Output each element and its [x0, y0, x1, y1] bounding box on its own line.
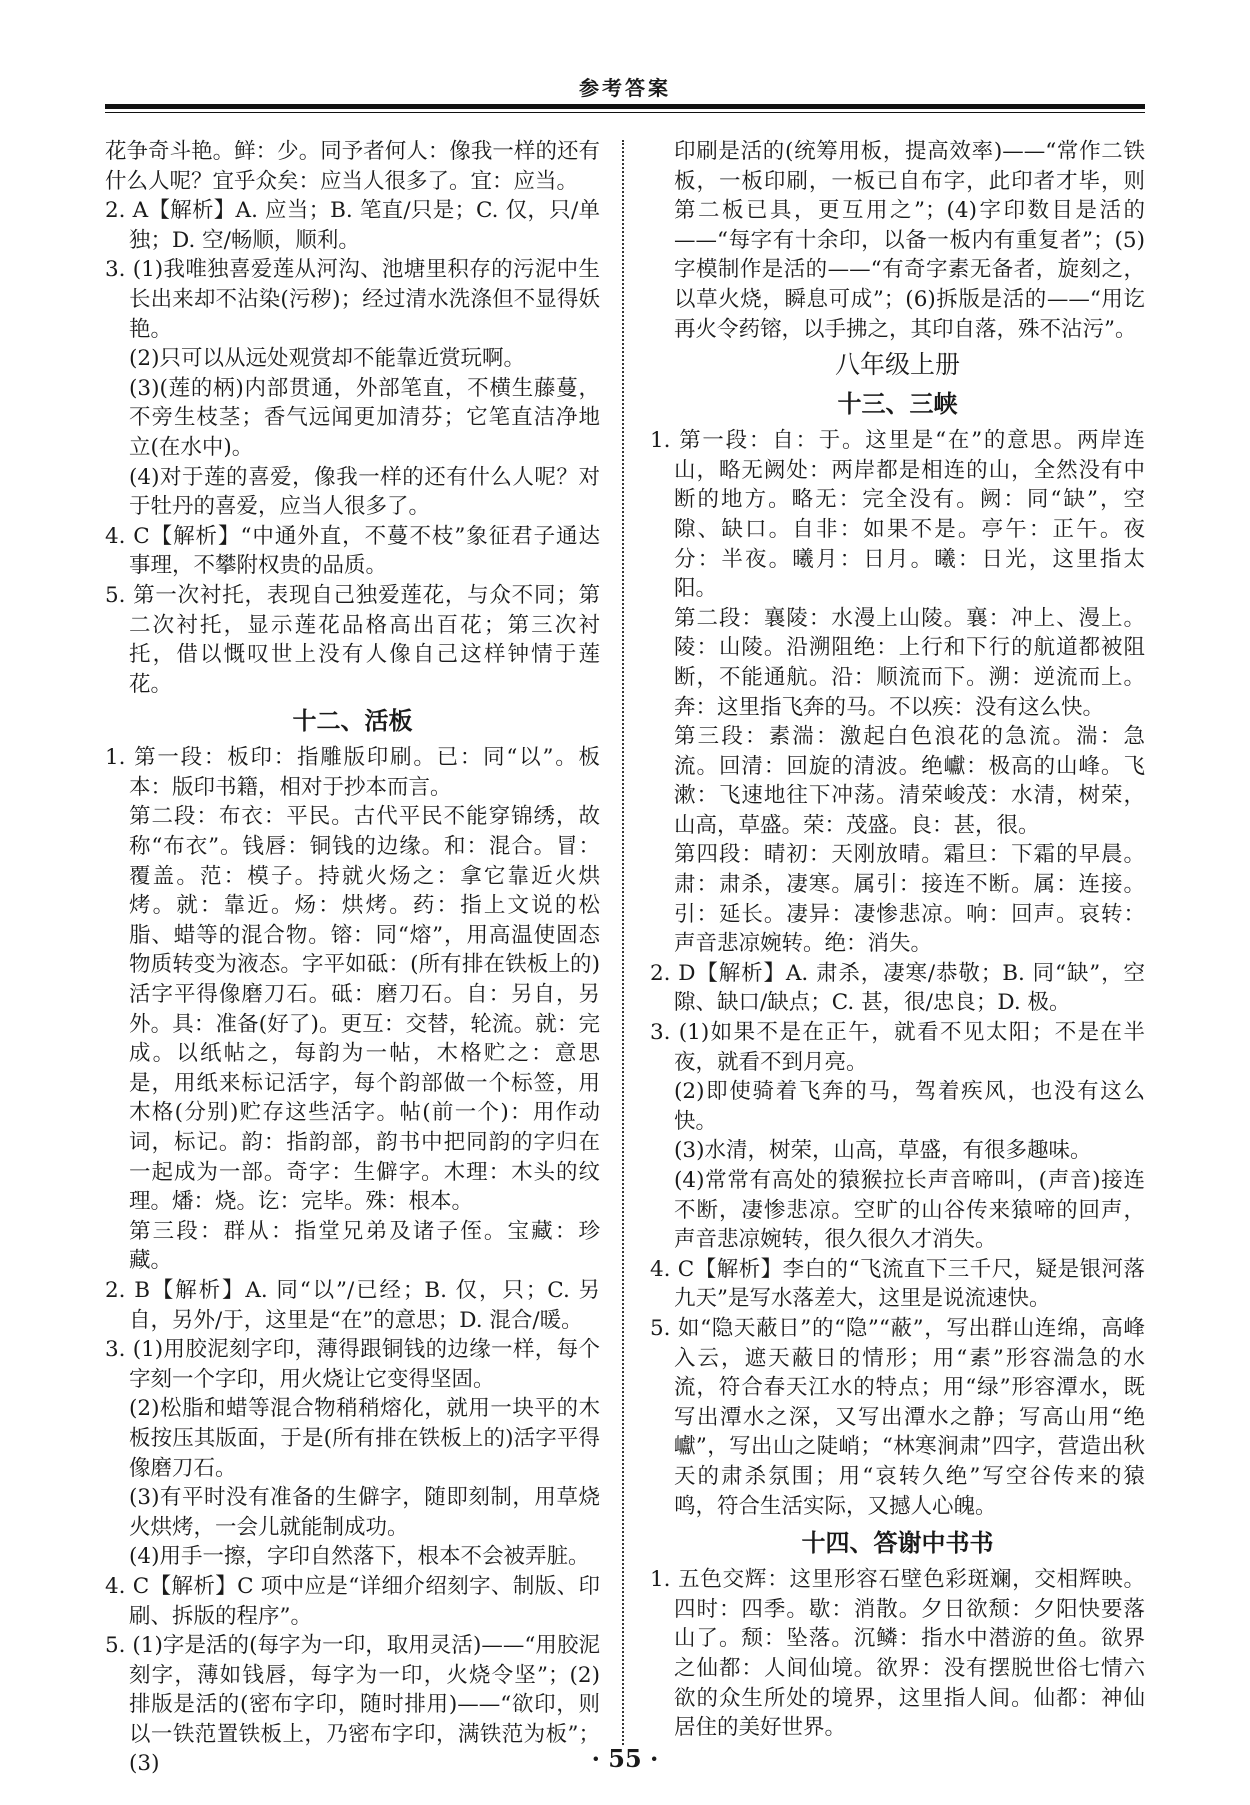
answer-subitem: (4)用手一擦，字印自然落下，根本不会被弄脏。: [129, 1544, 590, 1570]
answer-subitem: 第二段：襄陵：水漫上山陵。襄：冲上、漫上。陵：山陵。沿溯阻绝：上行和下行的航道都被阻断，不能通航。沿：顺流而下。溯：逆流而上。奔：这里指飞奔的马。不以疾：没有这么快。: [674, 605, 1145, 720]
section-title: 十四、答谢中书书: [801, 1529, 994, 1558]
section-title: 十二、活板: [292, 707, 413, 736]
answer-subitem: (2)松脂和蜡等混合物稍稍熔化，就用一块平的木板按压其版面，于是(所有排在铁板上的)活字平得像磨刀石。: [129, 1396, 600, 1481]
page-number: · 55 ·: [591, 1744, 659, 1773]
left-column: [105, 137, 600, 1779]
answer-item: 2. B【解析】A. 同“以”/已经；B. 仅，只；C. 另自，另外/于，这里是“在”的意思；D. 混合/暖。: [105, 1277, 600, 1333]
header-rule-thick: [105, 104, 1145, 109]
right-column: [650, 137, 1145, 1743]
answer-subitem: (3)水清，树荣，山高，草盛，有很多趣味。: [674, 1138, 1092, 1164]
answer-subitem: (4)常常有高处的猿猴拉长声音啼叫，(声音)接连不断，凄惨悲凉。空旷的山谷传来猿啼的回声，声音悲凉婉转，很久很久才消失。: [674, 1168, 1145, 1253]
answer-item: 4. C【解析】李白的“飞流直下三千尺，疑是银河落九天”是写水落差大，这里是说流速快。: [650, 1256, 1145, 1312]
header-rule-thin: [105, 112, 1145, 113]
column-divider: [622, 140, 624, 1745]
answer-item: 1. 五色交辉：这里形容石壁色彩斑斓，交相辉映。四时：四季。歇：消散。夕日欲颓：夕阳快要落山了。颓：坠落。沉鳞：指水中潜游的鱼。欲界之仙都：人间仙境。欲界：没有摆脱世俗七情六欲的众生所处的境界，这里指人间。仙都：神仙居住的美好世界。: [650, 1567, 1145, 1741]
answer-item: 5. 如“隐天蔽日”的“隐”“蔽”，写出群山连绵，高峰入云，遮天蔽日的情形；用“素”形容湍急的水流，符合春天江水的特点；用“绿”形容潭水，既写出潭水之深，又写出潭水之静；写高山用“绝巘”，写出山之陡峭；“林寒涧肃”四字，营造出秋天的肃杀氛围；用“哀转久绝”写空谷传来的猿鸣，符合生活实际，又撼人心魄。: [650, 1315, 1145, 1519]
answer-item: 5. 第一次衬托，表现自己独爱莲花，与众不同；第二次衬托，显示莲花品格高出百花；第三次衬托，借以慨叹世上没有人像自己这样钟情于莲花。: [105, 582, 600, 697]
grade-title: 八年级上册: [834, 350, 960, 380]
answer-subitem: 第二段：布衣：平民。古代平民不能穿锦绣，故称“布衣”。钱唇：铜钱的边缘。和：混合。冒：覆盖。范：模子。持就火炀之：拿它靠近火烘烤。就：靠近。炀：烘烤。药：指上文说的松脂、蜡等的混合物。镕：同“熔”，用高温使固态物质转变为液态。字平如砥：(所有排在铁板上的)活字平得像磨刀石。砥：磨刀石。自：另自，另外。具：准备(好了)。更互：交替，轮流。就：完成。以纸帖之，每韵为一帖，木格贮之：意思是，用纸来标记活字，每个韵部做一个标签，用木格(分别)贮存这些活字。帖(前一个)：用作动词，标记。韵：指韵部，韵书中把同韵的字归在一起成为一部。奇字：生僻字。木理：木头的纹理。燔：烧。讫：完毕。殊：根本。: [129, 804, 600, 1215]
answer-paragraph: 花争奇斗艳。鲜：少。同予者何人：像我一样的还有什么人呢？宜乎众矣：应当人很多了。宜：应当。: [105, 139, 600, 194]
answer-subitem: 第四段：晴初：天刚放晴。霜旦：下霜的早晨。肃：肃杀，凄寒。属引：接连不断。属：连接。引：延长。凄异：凄惨悲凉。响：回声。哀转：声音悲凉婉转。绝：消失。: [674, 842, 1145, 957]
answer-subitem: (4)对于莲的喜爱，像我一样的还有什么人呢？对于牡丹的喜爱，应当人很多了。: [129, 464, 600, 520]
answer-subitem: (3)有平时没有准备的生僻字，随即刻制，用草烧火烘烤，一会儿就能制成功。: [129, 1485, 600, 1540]
answer-item: 4. C【解析】“中通外直，不蔓不枝”象征君子通达事理，不攀附权贵的品质。: [105, 523, 600, 579]
answer-subitem: (3)(莲的柄)内部贯通，外部笔直，不横生藤蔓，不旁生枝茎；香气远闻更加清芬；它笔直洁净地立(在水中)。: [129, 375, 600, 460]
answer-subitem: (2)只可以从远处观赏却不能靠近赏玩啊。: [129, 346, 525, 372]
answer-item: 2. A【解析】A. 应当；B. 笔直/只是；C. 仅，只/单独；D. 空/畅顺，顺利。: [105, 198, 600, 253]
answer-item: 1. 第一段：板印：指雕版印刷。已：同“以”。板本：版印书籍，相对于抄本而言。: [105, 745, 600, 800]
answer-item: 3. (1)用胶泥刻字印，薄得跟铜钱的边缘一样，每个字刻一个字印，用火烧让它变得坚固。: [105, 1337, 600, 1392]
answer-subitem: 印刷是活的(统筹用板，提高效率)——“常作二铁板，一板印刷，一板已自布字，此印者才毕，则第二板已具，更互用之”；(4)字印数目是活的——“每字有十余印，以备一板内有重复者”；(5)字模制作是活的——“有奇字素无备者，旋刻之，以草火烧，瞬息可成”；(6)拆版是活的——“用讫再火令药镕，以手拂之，其印自落，殊不沾污”。: [674, 139, 1145, 342]
answer-item: 3. (1)如果不是在正午，就看不见太阳；不是在半夜，就看不到月亮。: [650, 1020, 1145, 1075]
answer-subitem: 第三段：素湍：激起白色浪花的急流。湍：急流。回清：回旋的清波。绝巘：极高的山峰。飞漱：飞速地往下冲荡。清荣峻茂：水清，树荣，山高，草盛。荣：茂盛。良：甚，很。: [674, 724, 1145, 838]
section-title: 十三、三峡: [837, 390, 958, 419]
answer-item: 3. (1)我唯独喜爱莲从河沟、池塘里积存的污泥中生长出来却不沾染(污秽)；经过清水洗涤但不显得妖艳。: [105, 257, 600, 342]
answer-subitem: 第三段：群从：指堂兄弟及诸子侄。宝藏：珍藏。: [129, 1218, 600, 1274]
answer-item: 5. (1)字是活的(每字为一印，取用灵活)——“用胶泥刻字，薄如钱唇，每字为一印，火烧令坚”；(2)排版是活的(密布字印，随时排用)——“欲印，则以一铁范置铁板上，乃密布字印，满铁范为板”；(3): [105, 1633, 600, 1777]
answer-item: 2. D【解析】A. 肃杀，凄寒/恭敬；B. 同“缺”，空隙、缺口/缺点；C. 甚，很/忠良；D. 极。: [650, 960, 1145, 1016]
answer-item: 4. C【解析】C 项中应是“详细介绍刻字、制版、印刷、拆版的程序”。: [105, 1573, 600, 1629]
answer-item: 1. 第一段：自：于。这里是“在”的意思。两岸连山，略无阙处：两岸都是相连的山，全然没有中断的地方。略无：完全没有。阙：同“缺”，空隙、缺口。自非：如果不是。亭午：正午。夜分：半夜。曦月：日月。曦：日光，这里指太阳。: [650, 428, 1145, 602]
header-title: 参考答案: [579, 76, 671, 100]
answer-subitem: (2)即使骑着飞奔的马，驾着疾风，也没有这么快。: [674, 1079, 1145, 1134]
